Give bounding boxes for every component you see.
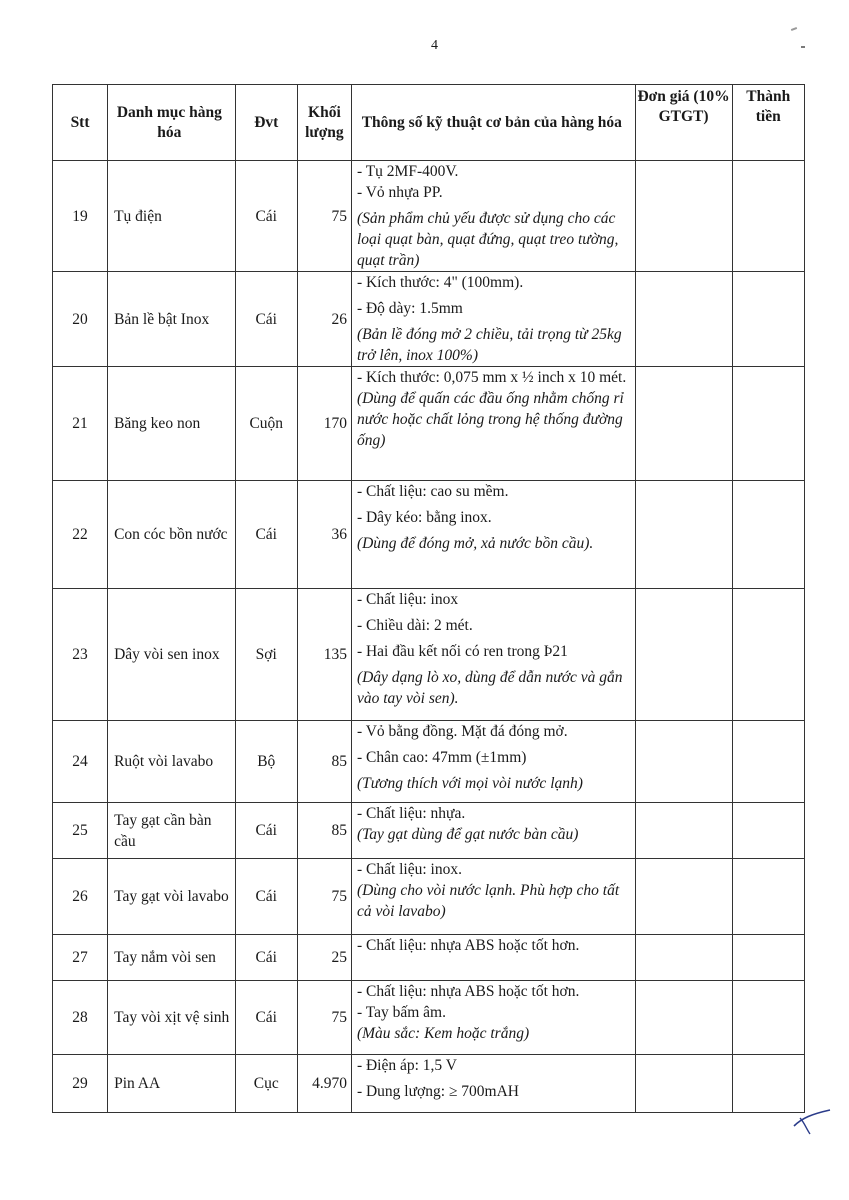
spec-line: - Chất liệu: nhựa ABS hoặc tốt hơn. [356, 983, 580, 1000]
spec-line: - Chất liệu: nhựa. [356, 805, 466, 822]
cell-name: Bản lề bật Inox [108, 272, 236, 367]
cell-total [732, 367, 804, 481]
cell-spec [351, 981, 635, 1055]
spec-line: - Độ dày: 1.5mm [356, 300, 463, 317]
header-unit: Đvt [235, 85, 297, 161]
cell-unit: Bộ [235, 721, 297, 803]
table-row [53, 589, 805, 721]
spec-line: - Điện áp: 1,5 V [356, 1057, 457, 1074]
cell-name: Con cóc bồn nước [108, 481, 236, 589]
spec-note: (Dùng để đóng mở, xả nước bồn cầu). [356, 535, 594, 552]
cell-stt: 20 [53, 272, 108, 367]
cell-name: Băng keo non [108, 367, 236, 481]
cell-stt: 23 [53, 589, 108, 721]
cell-unit: Cái [235, 161, 297, 272]
cell-total [732, 803, 804, 859]
cell-qty: 135 [297, 589, 351, 721]
cell-stt: 26 [53, 859, 108, 935]
cell-name: Tay vòi xịt vệ sinh [108, 981, 236, 1055]
cell-name: Tay nắm vòi sen [108, 935, 236, 981]
cell-price [635, 1055, 732, 1113]
table-row [53, 272, 805, 367]
initial-mark [792, 1108, 832, 1138]
cell-spec [351, 367, 635, 481]
cell-price [635, 367, 732, 481]
spec-line: - Dung lượng: ≥ 700mAH [356, 1083, 519, 1100]
spec-line: - Hai đầu kết nối có ren trong Þ21 [356, 643, 568, 660]
cell-name: Ruột vòi lavabo [108, 721, 236, 803]
spec-line: - Kích thước: 0,075 mm x ½ inch x 10 mét. [356, 369, 627, 386]
cell-price [635, 981, 732, 1055]
cell-total [732, 721, 804, 803]
spec-line: - Chất liệu: inox. [356, 861, 462, 878]
goods-table [52, 84, 805, 1113]
spec-line: - Chân cao: 47mm (±1mm) [356, 749, 527, 766]
cell-price [635, 803, 732, 859]
cell-total [732, 589, 804, 721]
cell-spec [351, 721, 635, 803]
cell-total [732, 859, 804, 935]
table-row [53, 367, 805, 481]
cell-total [732, 1055, 804, 1113]
header-spec: Thông số kỹ thuật cơ bản của hàng hóa [351, 85, 635, 161]
table-row [53, 161, 805, 272]
cell-stt: 24 [53, 721, 108, 803]
cell-total [732, 481, 804, 589]
spec-line: - Kích thước: 4" (100mm). [356, 274, 524, 291]
cell-total [732, 935, 804, 981]
scan-speck [791, 27, 797, 31]
cell-spec [351, 161, 635, 272]
cell-price [635, 161, 732, 272]
spec-line: - Dây kéo: bằng inox. [356, 509, 492, 526]
spec-note: (Dùng để quấn các đầu ống nhằm chống rỉ nước hoặc chất lỏng trong hệ thống đường ống) [356, 390, 624, 449]
cell-price [635, 859, 732, 935]
table-row [53, 981, 805, 1055]
cell-stt: 29 [53, 1055, 108, 1113]
cell-qty: 85 [297, 721, 351, 803]
header-name: Danh mục hàng hóa [108, 85, 236, 161]
cell-price [635, 481, 732, 589]
cell-name: Tay gạt vòi lavabo [108, 859, 236, 935]
header-total: Thành tiền [732, 85, 804, 161]
cell-unit: Cái [235, 981, 297, 1055]
cell-total [732, 272, 804, 367]
cell-price [635, 589, 732, 721]
cell-unit: Cái [235, 935, 297, 981]
spec-line: - Vỏ bằng đồng. Mặt đá đóng mở. [356, 723, 568, 740]
spec-line: - Tay bấm âm. [356, 1004, 446, 1021]
table-row [53, 803, 805, 859]
cell-spec [351, 1055, 635, 1113]
cell-qty: 75 [297, 859, 351, 935]
cell-qty: 75 [297, 981, 351, 1055]
cell-price [635, 935, 732, 981]
spec-line: - Chiều dài: 2 mét. [356, 617, 473, 634]
cell-name: Pin AA [108, 1055, 236, 1113]
cell-name: Dây vòi sen inox [108, 589, 236, 721]
cell-qty: 36 [297, 481, 351, 589]
spec-line: - Chất liệu: cao su mềm. [356, 483, 509, 500]
cell-unit: Cái [235, 481, 297, 589]
cell-total [732, 161, 804, 272]
spec-line: - Vỏ nhựa PP. [356, 184, 443, 201]
header-qty: Khối lượng [297, 85, 351, 161]
cell-qty: 4.970 [297, 1055, 351, 1113]
cell-price [635, 721, 732, 803]
cell-spec [351, 589, 635, 721]
table-row [53, 935, 805, 981]
cell-stt: 28 [53, 981, 108, 1055]
table-row [53, 1055, 805, 1113]
spec-note: (Tay gạt dùng để gạt nước bàn cầu) [356, 826, 579, 843]
cell-qty: 25 [297, 935, 351, 981]
cell-qty: 26 [297, 272, 351, 367]
spec-line: - Tụ 2MF-400V. [356, 163, 459, 180]
cell-spec [351, 935, 635, 981]
cell-unit: Sợi [235, 589, 297, 721]
spec-note: (Bản lề đóng mở 2 chiều, tải trọng từ 25kg trở lên, inox 100%) [356, 326, 622, 364]
cell-unit: Cục [235, 1055, 297, 1113]
spec-note: (Sản phẩm chủ yếu được sử dụng cho các loại quạt bàn, quạt đứng, quạt treo tường, quạt trần) [356, 210, 619, 269]
table-row [53, 721, 805, 803]
cell-spec [351, 803, 635, 859]
cell-unit: Cái [235, 272, 297, 367]
cell-qty: 170 [297, 367, 351, 481]
cell-unit: Cái [235, 859, 297, 935]
header-stt: Stt [53, 85, 108, 161]
cell-spec [351, 272, 635, 367]
spec-note: (Màu sắc: Kem hoặc trắng) [356, 1025, 530, 1042]
cell-stt: 27 [53, 935, 108, 981]
table-row [53, 859, 805, 935]
table-row [53, 481, 805, 589]
cell-spec [351, 859, 635, 935]
spec-note: (Dây dạng lò xo, dùng để dẫn nước và gắn vào tay vòi sen). [356, 669, 623, 707]
cell-qty: 85 [297, 803, 351, 859]
spec-line: - Chất liệu: nhựa ABS hoặc tốt hơn. [356, 937, 580, 954]
cell-total [732, 981, 804, 1055]
table-header-row [53, 85, 805, 161]
header-price: Đơn giá (10% GTGT) [635, 85, 732, 161]
page-number: 4 [431, 38, 438, 53]
cell-spec [351, 481, 635, 589]
scan-speck [801, 46, 805, 48]
spec-line: - Chất liệu: inox [356, 591, 459, 608]
cell-stt: 22 [53, 481, 108, 589]
cell-name: Tay gạt cần bàn cầu [108, 803, 236, 859]
spec-note: (Tương thích với mọi vòi nước lạnh) [356, 775, 583, 792]
cell-stt: 19 [53, 161, 108, 272]
cell-qty: 75 [297, 161, 351, 272]
cell-unit: Cái [235, 803, 297, 859]
cell-price [635, 272, 732, 367]
spec-note: (Dùng cho vòi nước lạnh. Phù hợp cho tất cả vòi lavabo) [356, 882, 620, 920]
cell-name: Tụ điện [108, 161, 236, 272]
cell-stt: 21 [53, 367, 108, 481]
cell-stt: 25 [53, 803, 108, 859]
cell-unit: Cuộn [235, 367, 297, 481]
